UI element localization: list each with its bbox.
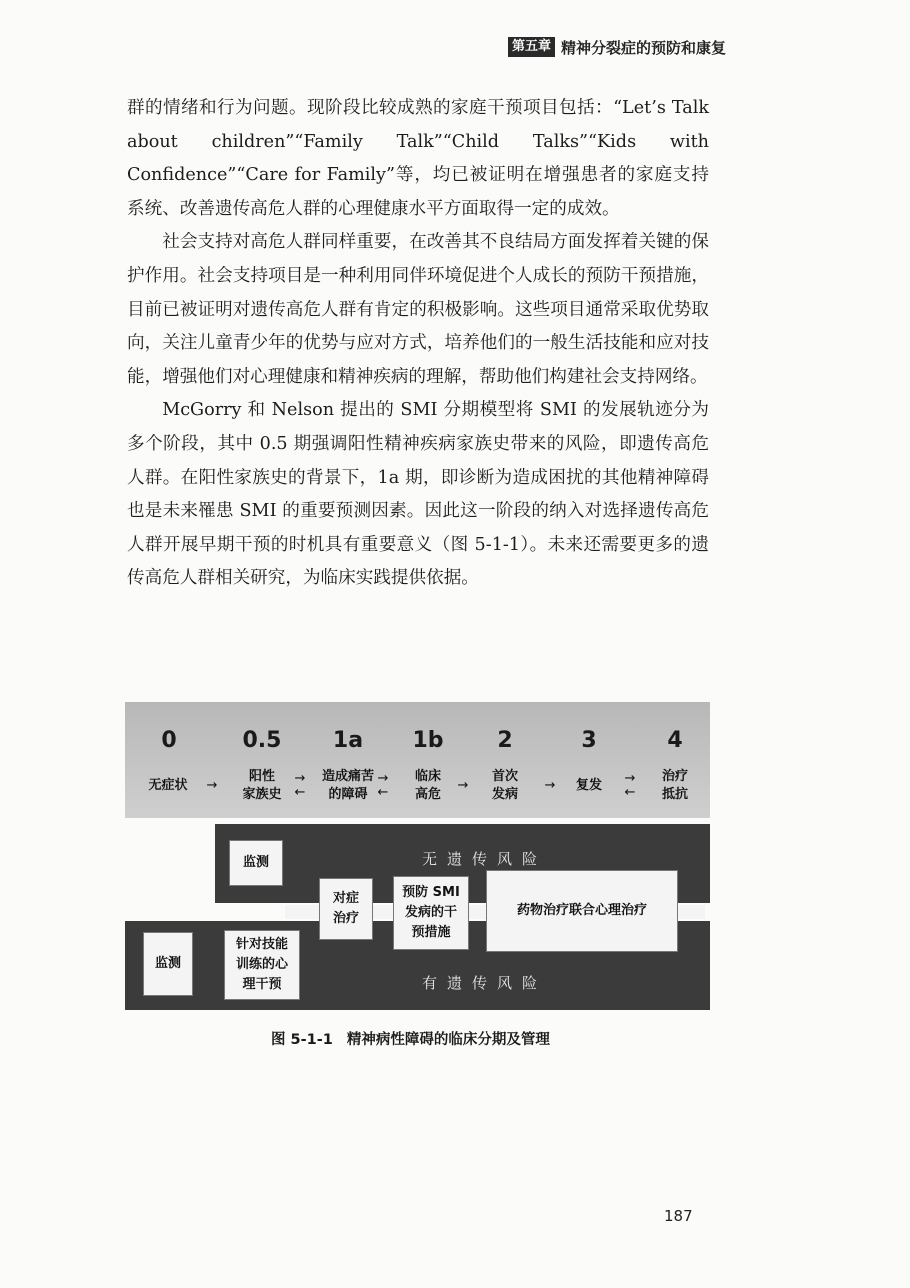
stage-label-4: 治疗 抵抗 (661, 769, 688, 802)
stage-label-0-5: 阳性 家族史 (242, 769, 282, 802)
monitor-box-bottom: 监测 (143, 932, 193, 996)
figure-caption (271, 1028, 691, 1049)
stage-num-2: 2 (497, 728, 513, 753)
paragraph-2: 社会支持对高危人群同样重要，在改善其不良结局方面发挥着关键的保护作用。社会支持项目是一种利用同伴环境促进个人成长的预防干预措施，目前已被证明对遗传高危人群有肯定的积极影响。这些项目通常采取优势取向，关注儿童青少年的优势与应对方式，培养他们的一般生活技能和应对技能，增强他们对心理健康和精神疾病的理解，帮助他们构建社会支持网络。 (127, 232, 709, 387)
arrow-right-icon: → (377, 771, 389, 786)
arrow-left-icon: ← (294, 785, 306, 800)
has-risk-label: 有遗传风险 (422, 974, 548, 992)
no-risk-label: 无遗传风险 (422, 850, 548, 868)
stage-label-3: 复发 (575, 778, 602, 793)
stage-label-1b: 临床 高危 (414, 769, 441, 802)
caption-title: 精神病性障碍的临床分期及管理 (346, 1032, 550, 1048)
arrow-right-icon: → (206, 778, 218, 793)
running-header (508, 34, 748, 60)
body-text (127, 92, 709, 596)
stage-band (125, 702, 710, 818)
stage-label-2: 首次 发病 (491, 769, 518, 802)
symptomatic-treatment-box: 对症 治疗 (319, 878, 373, 940)
stage-num-3: 3 (581, 728, 597, 753)
page-number: 187 (664, 1207, 693, 1225)
stage-label-0: 无症状 (148, 778, 188, 793)
stage-num-4: 4 (667, 728, 683, 753)
paragraph-3: McGorry 和 Nelson 提出的 SMI 分期模型将 SMI 的发展轨迹分为多个阶段，其中 0.5 期强调阳性精神疾病家族史带来的风险，即遗传高危人群。在阳性家族史的背景下，1a 期，即诊断为造成困扰的其他精神障碍也是未来罹患 SMI 的重要预测因素。因此这一阶段的纳入对选择遗传高危人群开展早期干预的时机具有重要意义（图 5-1-1）。未来还需要更多的遗传高危人群相关研究，为临床实践提供依据。 (127, 400, 709, 589)
stage-num-1b: 1b (412, 728, 444, 753)
arrow-right-icon: → (544, 778, 556, 793)
prevention-box: 预防 SMI 发病的干 预措施 (393, 876, 469, 950)
paragraph-1: 群的情绪和行为问题。现阶段比较成熟的家庭干预项目包括：“Let’s Talk about children”“Family Talk”“Child Talks”“Kids with Confidence”“Care for Family”等，均已被证明在增强患者的家庭支持系统、改善遗传高危人群的心理健康水平方面取得一定的成效。 (127, 98, 709, 219)
stage-num-0-5: 0.5 (242, 728, 282, 753)
arrow-right-icon: → (457, 778, 469, 793)
chapter-badge: 第五章 (508, 37, 555, 57)
arrow-right-icon: → (624, 771, 636, 786)
stage-num-1a: 1a (332, 728, 364, 753)
chapter-title: 精神分裂症的预防和康复 (561, 38, 727, 57)
caption-number: 图 5-1-1 (271, 1032, 333, 1048)
skills-intervention-box: 针对技能 训练的心 理干预 (224, 930, 300, 1000)
arrow-left-icon: ← (624, 785, 636, 800)
monitor-box-top: 监测 (229, 840, 283, 886)
arrow-left-icon: ← (377, 785, 389, 800)
stage-label-1a: 造成痛苦 的障碍 (321, 769, 374, 802)
figure-5-1-1 (125, 702, 710, 1010)
stage-num-0: 0 (161, 728, 177, 753)
combined-therapy-box: 药物治疗联合心理治疗 (486, 870, 678, 952)
arrow-right-icon: → (294, 771, 306, 786)
